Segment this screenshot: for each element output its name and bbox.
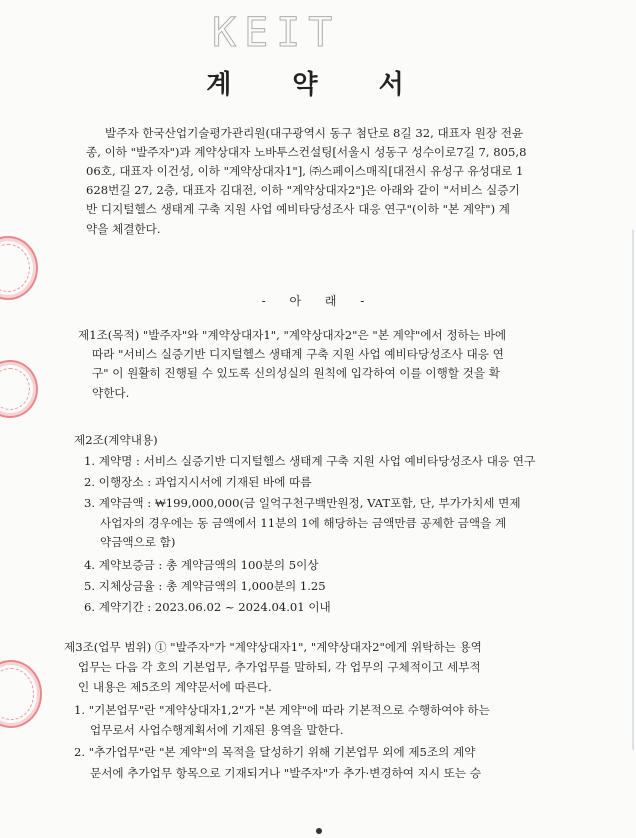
below-label: - 아 래 - (261, 294, 375, 308)
article2-item: 3. 계약금액 : ₩199,000,000(금 일억구천구백만원정, VAT포함, 단, 부가가치세 면제 (84, 496, 521, 510)
intro-line: 628번길 27, 2층, 대표자 김대전, 이하 "계약상대자2"]은 아래와 같이 "서비스 실증기 (86, 183, 520, 197)
article2-item: 사업자의 경우에는 동 금액에서 11분의 1에 해당하는 금액만큼 공제한 금액을 계 (100, 516, 507, 530)
article1-line: 제1조(목적) "발주자"와 "계약상대자1", "계약상대자2"은 "본 계약"에서 정하는 바에 (78, 328, 507, 342)
article3-item: 업무로서 사업수행계획서에 기재된 용역을 말한다. (90, 723, 344, 737)
article2-item: 6. 계약기간 : 2023.06.02 ~ 2024.04.01 이내 (84, 600, 331, 614)
article2-item: 약금액으로 함) (100, 535, 176, 549)
intro-line: 약을 체결한다. (86, 222, 161, 236)
article3-line: 업무는 다음 각 호의 기본업무, 추가업무를 말하되, 각 업무의 구체적이고 세부적 (78, 660, 481, 674)
article1-line: 약한다. (92, 386, 130, 400)
seal-stamp (0, 360, 38, 418)
article2-item: 5. 지체상금율 : 총 계약금액의 1,000분의 1.25 (84, 579, 326, 593)
article3-line: 제3조(업무 범위) ① "발주자"가 "계약상대자1", "계약상대자2"에게 위탁하는 용역 (64, 640, 482, 654)
article3-line: 인 내용은 제5조의 계약문서에 따른다. (78, 680, 272, 694)
document-title: 계 약 서 (206, 70, 430, 100)
seal-stamp (0, 660, 42, 728)
page-dot-mark (316, 828, 322, 834)
intro-line: 반 디지털헬스 생태계 구축 지원 사업 예비타당성조사 대응 연구"(이하 "본 계약") 계 (86, 202, 510, 216)
intro-line: 종, 이하 "발주자")과 계약상대자 노바투스컨설팅[서울시 성동구 성수이로7길 7, 805,8 (86, 145, 527, 159)
article2-item: 1. 계약명 : 서비스 실증기반 디지털헬스 생태계 구축 지원 사업 예비타당성조사 대응 연구 (84, 454, 536, 468)
article1-line: 따라 "서비스 실증기반 디지털헬스 생태계 구축 지원 사업 예비타당성조사 대응 연 (92, 347, 504, 361)
page-edge-shadow (632, 230, 634, 750)
intro-line: 06호, 대표자 이건성, 이하 "계약상대자1"], ㈜스페이스매직[대전시 유성구 유성대로 1 (86, 164, 524, 178)
article3-item: 문서에 추가업무 항목으로 기재되거나 "발주자"가 추가·변경하여 지시 또는 승 (90, 766, 482, 780)
article3-item: 1. "기본업무"란 "계약상대자1,2"가 "본 계약"에 따라 기본적으로 수행하여야 하는 (74, 703, 490, 717)
article2-item: 2. 이행장소 : 과업지시서에 기재된 바에 따름 (84, 475, 312, 489)
article2-item: 4. 계약보증금 : 총 계약금액의 100분의 5이상 (84, 558, 319, 572)
intro-line: 발주자 한국산업기술평가관리원(대구광역시 동구 첨단로 8길 32, 대표자 원장 전윤 (105, 126, 524, 140)
keit-watermark: KEIT (212, 10, 341, 56)
seal-stamp (0, 236, 38, 300)
article1-line: 구" 이 원활히 진행될 수 있도록 신의성실의 원칙에 입각하여 이를 이행할 것을 확 (92, 366, 500, 380)
article3-item: 2. "추가업무"란 "본 계약"의 목적을 달성하기 위해 기본업무 외에 제5조의 계약 (74, 745, 476, 759)
article2-title: 제2조(계약내용) (74, 433, 158, 447)
